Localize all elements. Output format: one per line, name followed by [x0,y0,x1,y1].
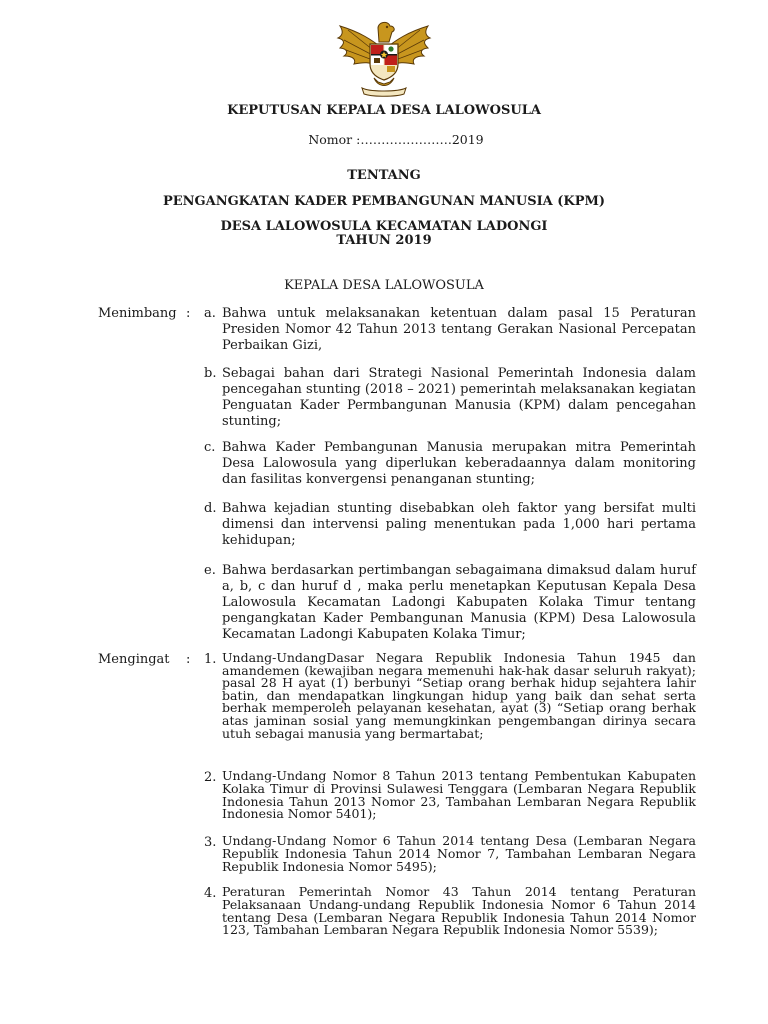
item-text: Undang-UndangDasar Negara Republik Indonesia Tahun 1945 dan amandemen (kewajiban negara memenuhi hak-hak dasar seluruh rakyat); pasal 28 H ayat (1) berbunyi “Setiap orang berhak hidup sejahtera lahir batin, dan mendapatkan lingkungan hidup yang baik dan sehat serta berhak memperoleh pelayanan kesehatan, ayat (3) “Setiap orang berhak atas jaminan sosial yang memungkinkan pengembangan dirinya secara utuh sebagai manusia yang bermartabat; [222,650,696,741]
menimbang-item-e [204,563,696,643]
item-text: Peraturan Pemerintah Nomor 43 Tahun 2014 tentang Peraturan Pelaksanaan Undang-undang Republik Indonesia Nomor 6 Tahun 2014 tentang Desa (Lembaran Negara Republik Indonesia Tahun 2014 Nomor 123, Tambahan Lembaran Negara Republik Indonesia Nomor 5539); [222,884,696,938]
mengingat-item-1 [204,652,696,740]
menimbang-item-b [204,366,696,430]
mengingat-label: Mengingat [98,652,170,667]
mengingat-item-4 [204,886,696,937]
subject-line-2: DESA LALOWOSULA KECAMATAN LADONGI [220,219,548,234]
mengingat-item-2 [204,770,696,821]
mengingat-item-3 [204,835,696,873]
item-marker: c. [204,440,216,455]
tentang-heading: TENTANG [347,168,421,183]
garuda-emblem [334,18,434,98]
item-marker: d. [204,501,217,516]
item-marker: 4. [204,886,217,901]
item-text: Bahwa untuk melaksanakan ketentuan dalam pasal 15 Peraturan Presiden Nomor 42 Tahun 2013 tentang Gerakan Nasional Percepatan Perbaikan Gizi, [222,306,696,353]
menimbang-item-c [204,440,696,488]
menimbang-item-d [204,501,696,549]
item-marker: 3. [204,835,217,850]
decree-number: Nomor :………………….2019 [308,132,484,147]
decree-title: KEPUTUSAN KEPALA DESA LALOWOSULA [227,103,541,118]
subject-line-3: TAHUN 2019 [336,233,432,248]
item-marker: 2. [204,770,217,785]
item-text: Undang-Undang Nomor 6 Tahun 2014 tentang Desa (Lembaran Negara Republik Indonesia Tahun 2014 Nomor 7, Tambahan Lembaran Negara Republik Indonesia Nomor 5495); [222,833,696,874]
issuer-heading: KEPALA DESA LALOWOSULA [284,278,484,293]
item-text: Bahwa kejadian stunting disebabkan oleh faktor yang bersifat multi dimensi dan intervensi paling menentukan pada 1,000 hari pertama kehidupan; [222,501,696,548]
item-text: Bahwa Kader Pembangunan Manusia merupakan mitra Pemerintah Desa Lalowosula yang diperlukan keberadaannya dalam monitoring dan fasilitas konvergensi penanganan stunting; [222,440,696,487]
item-text: Undang-Undang Nomor 8 Tahun 2013 tentang Pembentukan Kabupaten Kolaka Timur di Provinsi Sulawesi Tenggara (Lembaran Negara Republik Indonesia Tahun 2013 Nomor 23, Tambahan Lembaran Negara Republik Indonesia Nomor 5401); [222,768,696,822]
menimbang-label: Menimbang [98,306,177,321]
item-marker: e. [204,563,216,578]
item-text: Sebagai bahan dari Strategi Nasional Pemerintah Indonesia dalam pencegahan stunting (2018 – 2021) pemerintah melaksanakan kegiatan Penguatan Kader Permbangunan Manusia (KPM) dalam pencegahan stunting; [222,366,697,429]
item-text: Bahwa berdasarkan pertimbangan sebagaimana dimaksud dalam huruf a, b, c dan huruf d , maka perlu menetapkan Keputusan Kepala Desa Lalowosula Kecamatan Ladongi Kabupaten Kolaka Timur tentang pengangkatan Kader Pembangunan Manusia (KPM) Desa Lalowosula Kecamatan Ladongi Kabupaten Kolaka Timur; [222,563,696,642]
menimbang-item-a [204,306,696,354]
subject-line-1: PENGANGKATAN KADER PEMBANGUNAN MANUSIA (KPM) [162,194,606,209]
item-marker: 1. [204,652,217,667]
menimbang-colon: : [186,306,191,321]
item-marker: a. [204,306,216,321]
item-marker: b. [204,366,217,381]
mengingat-colon: : [186,652,191,667]
